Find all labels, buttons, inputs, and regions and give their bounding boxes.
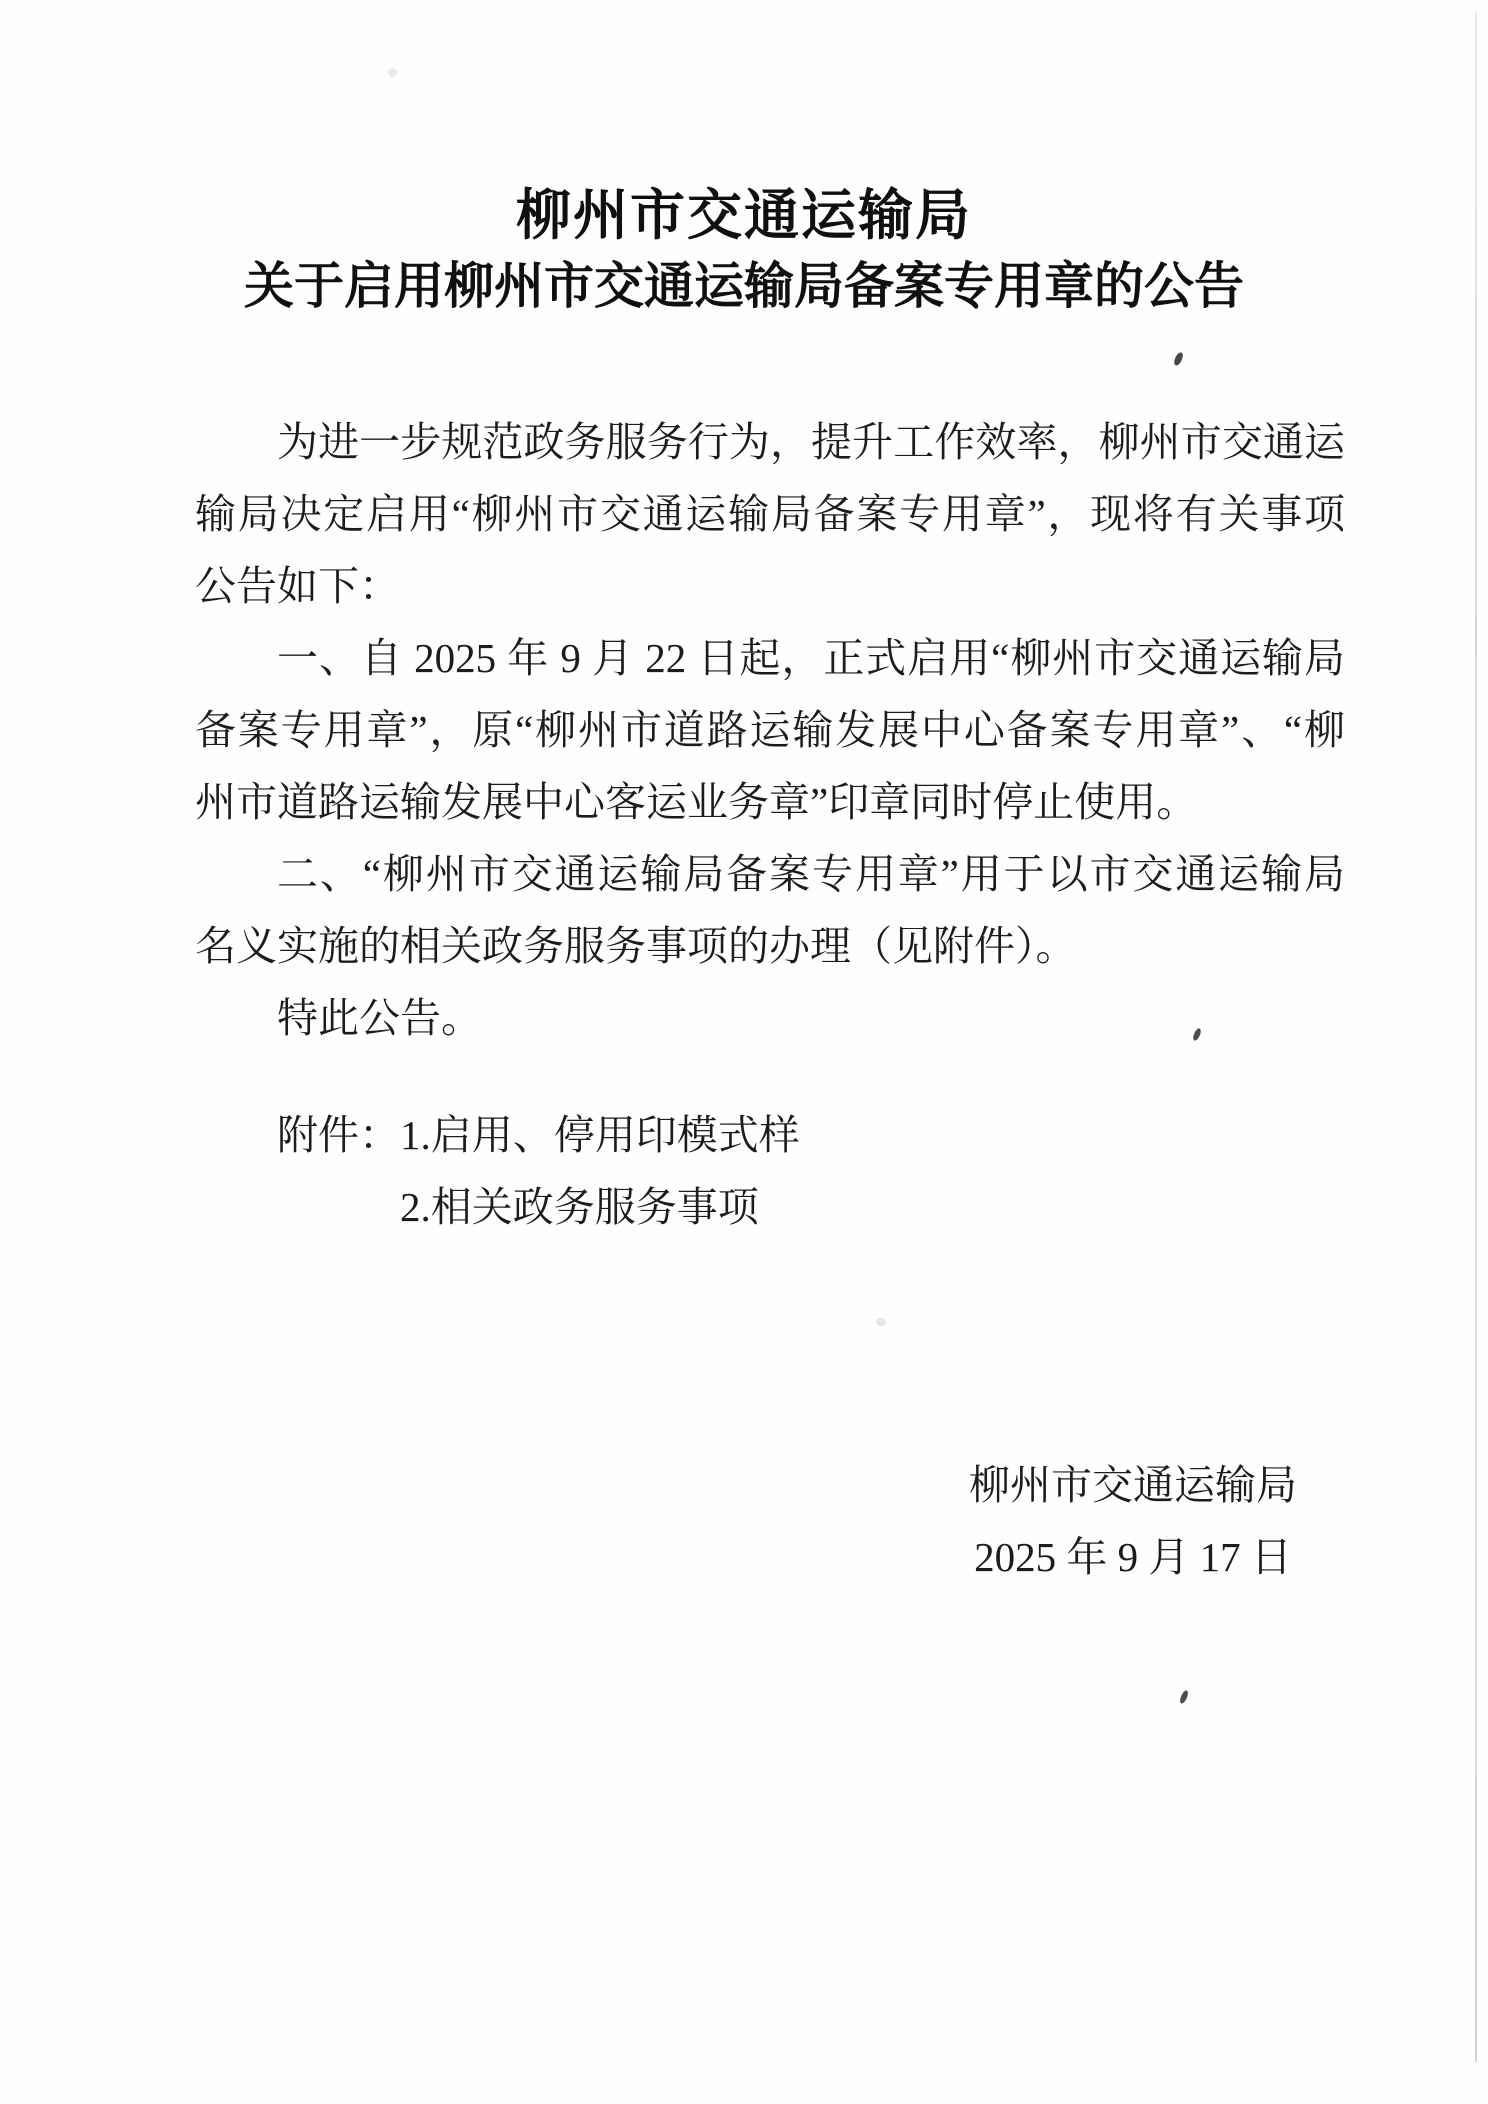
scan-page-edge-line xyxy=(1475,12,1477,2062)
body-line-3: 公告如下： xyxy=(195,563,400,609)
signature-date: 2025 年 9 月 17 日 xyxy=(974,1534,1292,1580)
body-line-4: 一、自 2025 年 9 月 22 日起，正式启用“柳州市交通运输局 xyxy=(277,635,1345,681)
document-title-line-1: 柳州市交通运输局 xyxy=(515,185,972,246)
body-line-1: 为进一步规范政务服务行为，提升工作效率，柳州市交通运 xyxy=(277,419,1345,465)
document-body xyxy=(195,406,1345,1054)
attachment-item-1: 1.启用、停用印模式样 xyxy=(400,1112,800,1158)
scan-artifact-speck xyxy=(387,67,398,78)
body-line-5: 备案专用章”，原“柳州市道路运输发展中心备案专用章”、“柳 xyxy=(195,707,1345,753)
scan-artifact-mark xyxy=(1179,1689,1189,1704)
attachment-line-2 xyxy=(195,1171,1345,1243)
body-line-9: 特此公告。 xyxy=(277,995,482,1041)
attachments-label: 附件： xyxy=(277,1112,400,1158)
attachments-block xyxy=(195,1099,1345,1243)
body-line-6: 州市道路运输发展中心客运业务章”印章同时停止使用。 xyxy=(195,779,1198,825)
body-line-8: 名义实施的相关政务服务事项的办理（见附件）。 xyxy=(195,923,1077,969)
signature-block xyxy=(963,1449,1303,1593)
scan-artifact-mark xyxy=(1173,351,1184,366)
body-line-2: 输局决定启用“柳州市交通运输局备案专用章”，现将有关事项 xyxy=(195,491,1345,537)
attachment-item-2: 2.相关政务服务事项 xyxy=(400,1184,759,1230)
document-title-line-2: 关于启用柳州市交通运输局备案专用章的公告 xyxy=(244,258,1244,314)
scan-artifact-speck xyxy=(875,1317,887,1328)
body-line-7: 二、“柳州市交通运输局备案专用章”用于以市交通运输局 xyxy=(277,851,1345,897)
attachment-line-1 xyxy=(195,1099,1345,1171)
signature-org: 柳州市交通运输局 xyxy=(969,1462,1297,1508)
